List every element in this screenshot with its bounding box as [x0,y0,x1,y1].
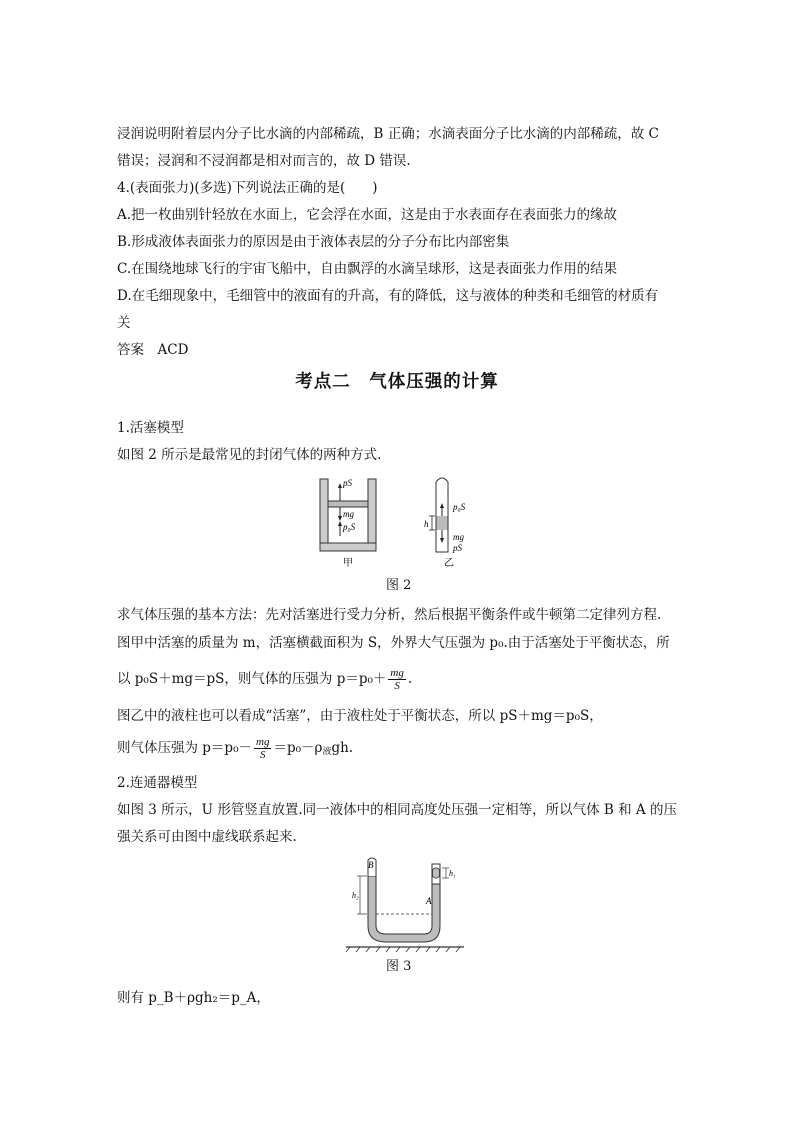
section2-para3: 则有 p_B＋ρgh₂＝p_A， [117,990,270,1006]
section1-para4 [117,664,412,694]
label-h: h [424,519,429,529]
option-d-line-2: 关 [117,315,131,331]
label-yi: 乙 [444,558,454,569]
fraction-mg-over-s [388,667,405,692]
option-d-line-1: D.在毛细现象中，毛细管中的液面有的升高，有的降低，这与液体的种类和毛细管的材质有 [117,288,659,304]
tube-diagram [429,478,448,552]
section1-para2: 求气体压强的基本方法：先对活塞进行受力分析，然后根据平衡条件或牛顿第二定律列方程. [117,607,662,623]
fraction-numerator: mg [390,667,404,679]
section1-para3: 图甲中活塞的质量为 m，活塞横截面积为 S，外界大气压强为 p₀.由于活塞处于平衡状态，所 [117,635,670,651]
figure-3-caption: 图 3 [386,959,412,974]
label-pS-left: pS [343,478,352,488]
label-A: A [426,896,432,906]
section2-para2: 强关系可由图中虚线联系起来. [117,829,297,845]
fraction-denominator: S [394,680,400,692]
label-pS-right: pS [453,543,462,553]
label-p0S-left: p₀S [343,522,356,532]
subscript-liquid: 液 [322,747,332,757]
formula-2-end: gh. [331,740,354,756]
formula-2-mid: ＝p₀－ρ [273,740,323,756]
text-line-1: 浸润说明附着层内分子比水滴的内部稀疏，B 正确；水滴表面分子比水滴的内部稀疏，故 C [117,126,659,142]
option-c: C.在围绕地球飞行的宇宙飞船中，自由飘浮的水滴呈球形，这是表面张力作用的结果 [117,261,618,277]
section-heading: 考点二 气体压强的计算 [295,372,499,392]
label-h2: h₂ [352,891,359,900]
label-mg-right: mg [453,532,464,542]
label-mg-left: mg [343,509,354,519]
fraction-denominator-2: S [259,749,266,761]
section2-para1: 如图 3 所示，U 形管竖直放置.同一液体中的相同高度处压强一定相等，所以气体 B 和 A 的压 [117,802,677,818]
label-h1: h₁ [449,869,456,878]
question-4: 4.(表面张力)(多选)下列说法正确的是( ) [117,180,378,196]
text-line-2: 错误；浸润和不浸润都是相对而言的，故 D 错误. [117,153,411,169]
u-tube-diagram [346,858,464,952]
formula-2-text: 则气体压强为 p＝p₀－ [117,740,252,756]
answer: 答案 ACD [117,342,189,358]
figure-3 [340,854,470,954]
label-B: B [368,860,374,870]
section1-para6 [117,733,353,763]
label-p0S-right: p₀S [453,502,466,512]
formula-1-text: 以 p₀S＋mg＝pS，则气体的压强为 p＝p₀＋ [117,671,387,687]
figure-2 [310,474,510,574]
section2-title: 2.连通器模型 [117,775,198,791]
label-jia: 甲 [343,558,353,569]
fraction-numerator-2: mg [256,736,270,748]
formula-1-end: . [407,671,413,687]
figure-2-caption: 图 2 [386,578,412,593]
fraction-mg-over-s-2 [254,736,271,761]
option-a: A.把一枚曲别针轻放在水面上，它会浮在水面，这是由于水表面存在表面张力的缘故 [117,207,618,223]
section1-para5: 图乙中的液柱也可以看成“活塞”，由于液柱处于平衡状态，所以 pS＋mg＝p₀S， [117,708,603,724]
section1-title: 1.活塞模型 [117,420,184,436]
option-b: B.形成液体表面张力的原因是由于液体表层的分子分布比内部密集 [117,234,510,250]
section1-para1: 如图 2 所示是最常见的封闭气体的两种方式. [117,447,382,463]
